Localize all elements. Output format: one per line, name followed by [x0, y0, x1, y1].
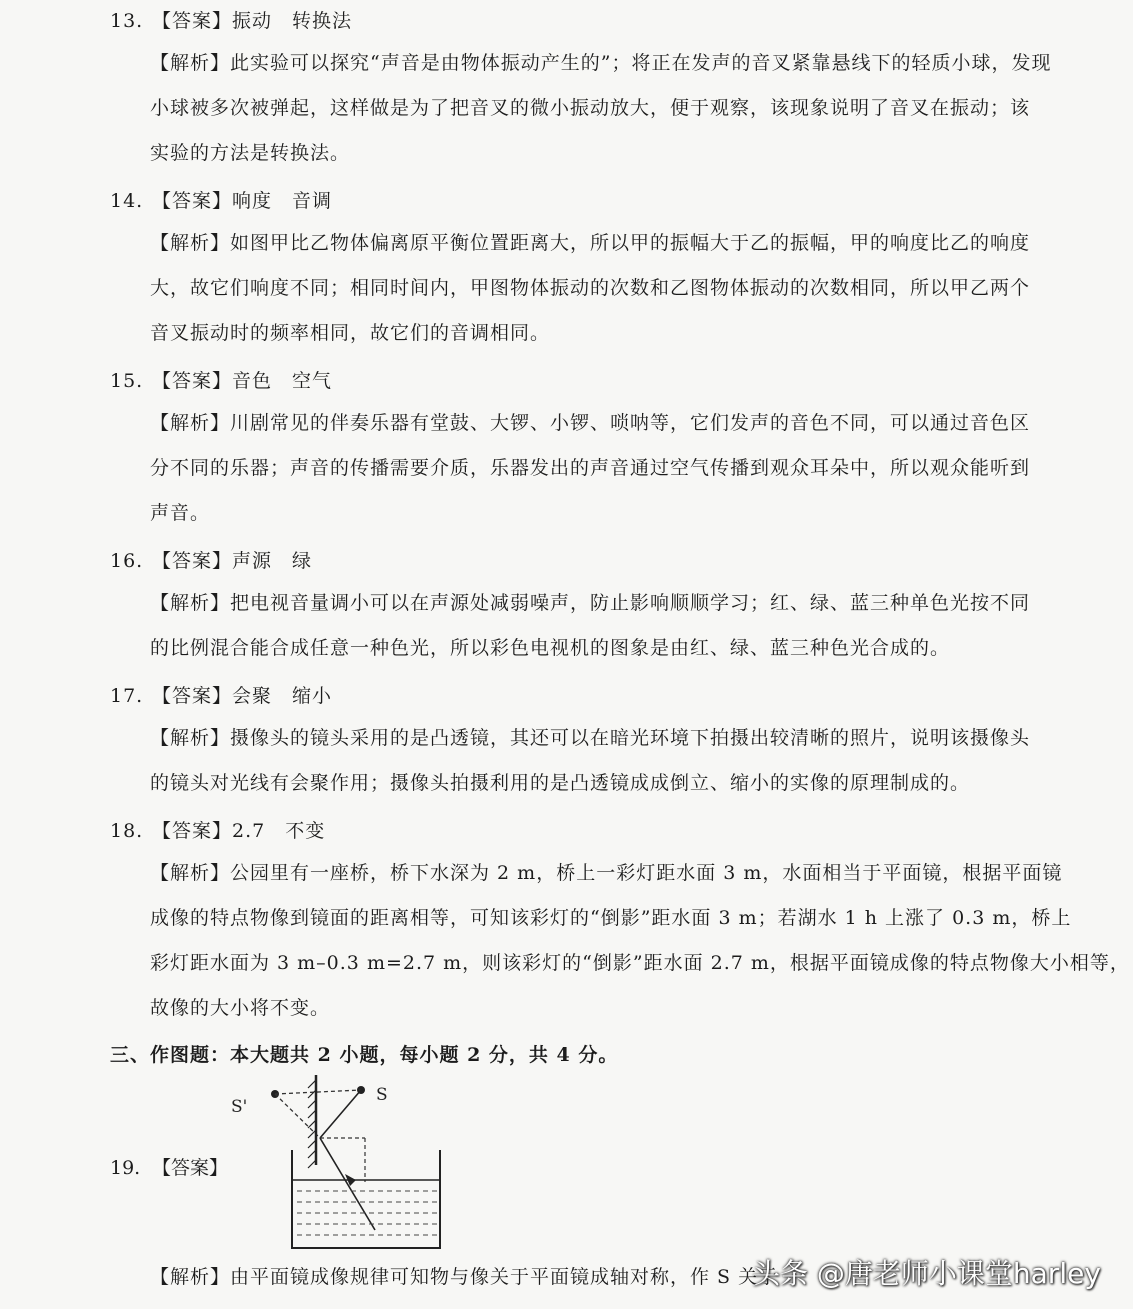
explanation-line: 此实验可以探究“声音是由物体振动产生的”；将正在发声的音叉紧靠悬线下的轻质小球，发现 [230, 52, 1052, 74]
question-19-answer [110, 1153, 228, 1180]
question-13-answer [110, 6, 352, 33]
explanation-line: 音叉振动时的频率相同，故它们的音调相同。 [150, 322, 551, 344]
explanation-tag: 【解析】 [150, 727, 231, 749]
explanation-line: 摄像头的镜头采用的是凸透镜，其还可以在暗光环境下拍摄出较清晰的照片，说明该摄像头 [230, 727, 1031, 749]
answer-value-2: 空气 [292, 370, 333, 392]
answer-tag: 【答案】 [152, 190, 233, 212]
question-17-explanation [150, 716, 1040, 806]
reflected-ray [320, 1138, 375, 1230]
explanation-line: 故像的大小将不变。 [150, 997, 331, 1019]
answer-value-1: 音色 [232, 370, 273, 392]
question-number: 18. [110, 820, 144, 842]
explanation-line: 成像的特点物像到镜面的距离相等，可知该彩灯的“倒影”距水面 3 m；若湖水 1 h 上涨了 0.3 m，桥上 [150, 907, 1072, 929]
answer-tag: 【答案】 [152, 10, 233, 32]
answer-value-1: 会聚 [232, 685, 273, 707]
explanation-line: 彩灯距水面为 3 m–0.3 m=2.7 m，则该彩灯的“倒影”距水面 2.7 m，根据平面镜成像的特点物像大小相等， [150, 952, 1130, 974]
answer-value-1: 2.7 [232, 820, 266, 842]
answer-value-1: 振动 [232, 10, 273, 32]
question-number: 19. [110, 1157, 141, 1179]
question-15-answer [110, 366, 332, 393]
answer-value-2: 缩小 [292, 685, 333, 707]
symmetry-dashed-line [275, 1090, 361, 1094]
answer-value-2: 转换法 [292, 10, 353, 32]
answer-value-2: 音调 [292, 190, 333, 212]
question-18-answer [110, 816, 325, 843]
explanation-tag: 【解析】 [150, 862, 231, 884]
question-14-answer [110, 186, 332, 213]
question-14-explanation [150, 221, 1040, 356]
watermark: 头条 @唐老师小课堂harley [752, 1257, 1101, 1290]
source-point-label: S [376, 1085, 388, 1105]
question-number: 17. [110, 685, 144, 707]
answer-tag: 【答案】 [152, 685, 233, 707]
explanation-tag: 【解析】 [150, 52, 231, 74]
incident-ray [320, 1090, 361, 1138]
answer-tag: 【答案】 [152, 370, 233, 392]
water-hatching [297, 1191, 437, 1235]
question-18-explanation [150, 851, 1130, 1031]
explanation-tag: 【解析】 [150, 412, 231, 434]
question-16-answer [110, 546, 312, 573]
explanation-line: 的镜头对光线有会聚作用；摄像头拍摄利用的是凸透镜成成倒立、缩小的实像的原理制成的。 [150, 772, 971, 794]
section-heading: 三、作图题：本大题共 2 小题，每小题 2 分，共 4 分。 [110, 1044, 619, 1066]
water-container [292, 1150, 440, 1248]
explanation-line: 把电视音量调小可以在声源处减弱噪声，防止影响顺顺学习；红、绿、蓝三种单色光按不同 [230, 592, 1031, 614]
question-17-answer [110, 681, 332, 708]
answer-value-2: 不变 [285, 820, 326, 842]
explanation-line: 小球被多次被弹起，这样做是为了把音叉的微小振动放大，便于观察，该现象说明了音叉在振动；该 [150, 97, 1031, 119]
explanation-line: 实验的方法是转换法。 [150, 142, 351, 164]
question-number: 13. [110, 10, 144, 32]
explanation-line: 川剧常见的伴奏乐器有堂鼓、大锣、小锣、唢呐等，它们发声的音色不同，可以通过音色区 [230, 412, 1031, 434]
answer-value-2: 绿 [292, 550, 313, 572]
explanation-line: 声音。 [150, 502, 211, 524]
answer-tag: 【答案】 [152, 550, 233, 572]
explanation-line: 分不同的乐器；声音的传播需要介质，乐器发出的声音通过空气传播到观众耳朵中，所以观众能听到 [150, 457, 1031, 479]
question-16-explanation [150, 581, 1040, 671]
explanation-tag: 【解析】 [150, 592, 231, 614]
explanation-line: 如图甲比乙物体偏离原平衡位置距离大，所以甲的振幅大于乙的振幅，甲的响度比乙的响度 [230, 232, 1031, 254]
answer-value-1: 响度 [232, 190, 273, 212]
question-19-explanation: 【解析】由平面镜成像规律可知物与像关于平面镜成轴对称，作 S 关于 [150, 1266, 779, 1288]
question-number: 15. [110, 370, 144, 392]
explanation-line: 大，故它们响度不同；相同时间内，甲图物体振动的次数和乙图物体振动的次数相同，所以甲乙两个 [150, 277, 1031, 299]
question-13-explanation [150, 41, 1052, 176]
question-number: 14. [110, 190, 144, 212]
explanation-line: 公园里有一座桥，桥下水深为 2 m，桥上一彩灯距水面 3 m，水面相当于平面镜，根据平面镜 [230, 862, 1063, 884]
explanation-line: 的比例混合能合成任意一种色光，所以彩色电视机的图象是由红、绿、蓝三种色光合成的。 [150, 637, 951, 659]
image-point-label: S' [231, 1097, 248, 1117]
answer-value-1: 声源 [232, 550, 273, 572]
answer-tag: 【答案】 [152, 1157, 229, 1179]
explanation-tag: 【解析】 [150, 232, 231, 254]
virtual-ray-dashed [275, 1094, 320, 1138]
mirror-reflection-figure [225, 1070, 455, 1255]
question-15-explanation [150, 401, 1040, 536]
question-number: 16. [110, 550, 144, 572]
answer-tag: 【答案】 [152, 820, 233, 842]
